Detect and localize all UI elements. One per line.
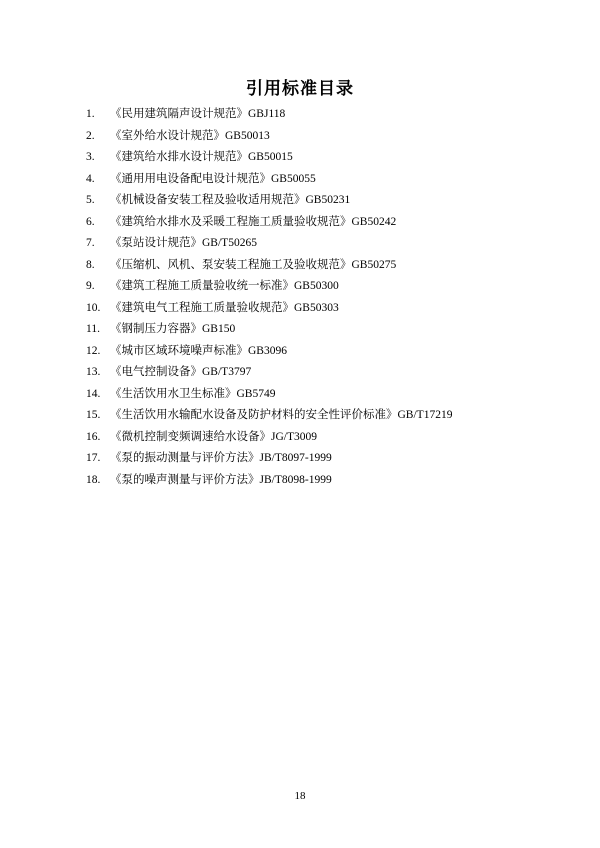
- list-item-text: 《建筑电气工程施工质量验收规范》GB50303: [110, 301, 339, 314]
- list-item-text: 《通用用电设备配电设计规范》GB50055: [110, 172, 316, 185]
- list-item-number: 12.: [86, 344, 101, 357]
- list-item-number: 8.: [86, 258, 95, 271]
- list-item-text: 《民用建筑隔声设计规范》GBJ118: [110, 108, 286, 120]
- list-item-number: 6.: [86, 215, 95, 228]
- list-item-text: 《泵站设计规范》GB/T50265: [110, 237, 257, 249]
- list-item-text: 《建筑给水排水设计规范》GB50015: [110, 151, 293, 163]
- page-title: 引用标准目录: [246, 79, 354, 98]
- list-item-number: 15.: [86, 409, 101, 421]
- list-item-text: 《生活饮用水卫生标准》GB5749: [110, 387, 276, 400]
- list-item: [86, 104, 560, 126]
- list-item: [86, 448, 560, 470]
- list-item: [86, 405, 560, 427]
- list-item-text: 《室外给水设计规范》GB50013: [110, 129, 270, 142]
- list-item-text: 《压缩机、风机、泵安装工程施工及验收规范》GB50275: [110, 258, 397, 271]
- list-item-number: 17.: [86, 452, 101, 464]
- list-item-text: 《钢制压力容器》GB150: [110, 323, 236, 335]
- list-item: [86, 126, 560, 148]
- list-item-text: 《建筑给水排水及采暖工程施工质量验收规范》GB50242: [110, 215, 397, 228]
- list-item: [86, 255, 560, 277]
- list-item: [86, 362, 560, 384]
- list-item: [86, 190, 560, 212]
- list-item: [86, 319, 560, 341]
- list-item-number: 16.: [86, 430, 101, 443]
- list-item: [86, 470, 560, 492]
- list-item: [86, 233, 560, 255]
- list-item: [86, 276, 560, 298]
- list-item-number: 11.: [86, 323, 100, 335]
- list-item: [86, 169, 560, 191]
- list-item: [86, 427, 560, 449]
- list-item-text: 《泵的噪声测量与评价方法》JB/T8098-1999: [110, 473, 332, 486]
- list-item-text: 《城市区域环境噪声标准》GB3096: [110, 344, 287, 357]
- list-item-number: 18.: [86, 473, 101, 486]
- list-item-number: 3.: [86, 151, 95, 163]
- list-item-text: 《机械设备安装工程及验收适用规范》GB50231: [110, 194, 351, 206]
- list-item-text: 《电气控制设备》GB/T3797: [110, 366, 252, 378]
- list-item-number: 5.: [86, 194, 95, 206]
- list-item-number: 7.: [86, 237, 95, 249]
- list-item-text: 《生活饮用水输配水设备及防护材料的安全性评价标准》GB/T17219: [110, 409, 453, 421]
- list-item-number: 13.: [86, 366, 101, 378]
- list-item: [86, 147, 560, 169]
- list-item: [86, 384, 560, 406]
- list-item: [86, 341, 560, 363]
- page-number: 18: [294, 790, 306, 802]
- list-item-text: 《微机控制变频调速给水设备》JG/T3009: [110, 430, 317, 443]
- list-item: [86, 298, 560, 320]
- list-item-number: 10.: [86, 301, 101, 314]
- list-item-number: 1.: [86, 108, 95, 120]
- standards-list: [86, 104, 560, 491]
- list-item-number: 4.: [86, 172, 95, 185]
- list-item-text: 《建筑工程施工质量验收统一标准》GB50300: [110, 280, 339, 292]
- list-item-number: 9.: [86, 280, 95, 292]
- list-item-number: 2.: [86, 129, 95, 142]
- list-item: [86, 212, 560, 234]
- list-item-number: 14.: [86, 387, 101, 400]
- list-item-text: 《泵的振动测量与评价方法》JB/T8097-1999: [110, 452, 332, 464]
